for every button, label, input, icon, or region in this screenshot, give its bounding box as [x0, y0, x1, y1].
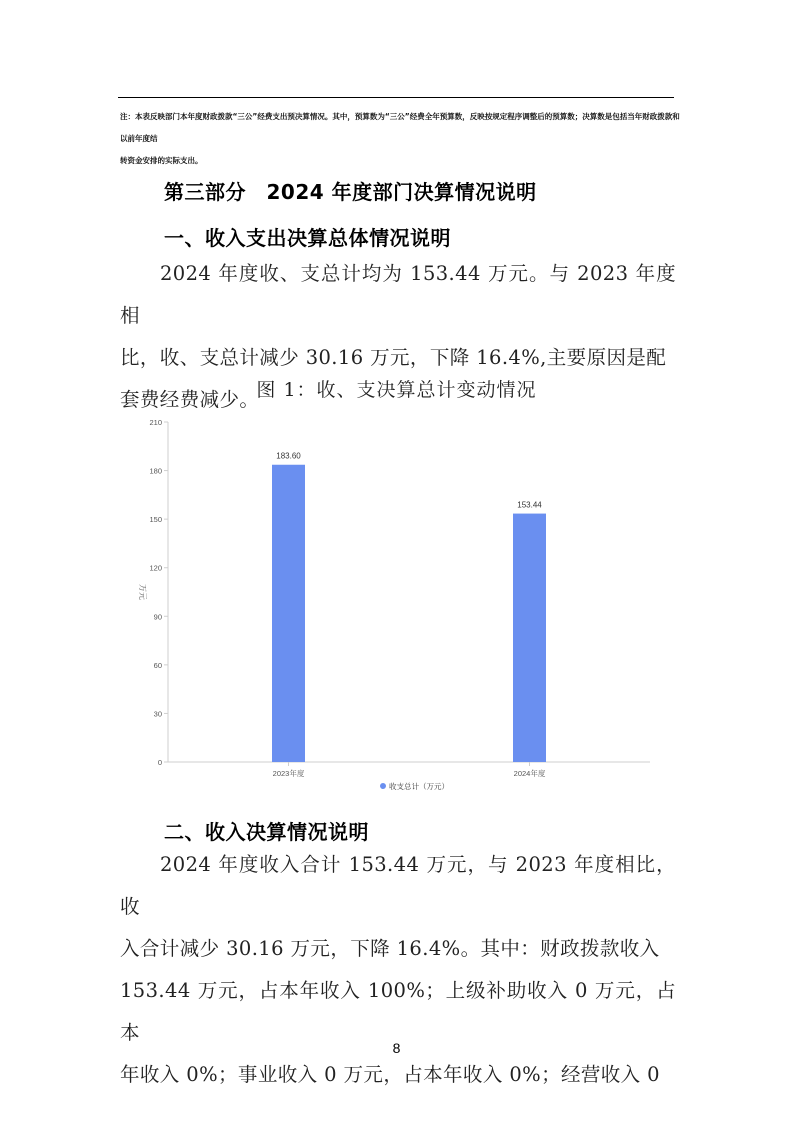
y-tick-label: 30 — [153, 709, 162, 719]
section-2-paragraph — [120, 844, 676, 1096]
bar — [513, 514, 546, 762]
y-tick-label: 150 — [149, 515, 162, 525]
bar — [272, 465, 305, 762]
section-2-title: 二、收入决算情况说明 — [164, 820, 369, 844]
figure-caption: 图 1：收、支决算总计变动情况 — [256, 379, 537, 401]
section-2-line-1: 2024 年度收入合计 153.44 万元，与 2023 年度相比，收 — [120, 853, 676, 918]
section-1-title: 一、收入支出决算总体情况说明 — [164, 226, 451, 250]
x-tick-label: 2023年度 — [272, 769, 305, 778]
bar-chart — [120, 410, 676, 802]
note-line-2: 转资金安排的实际支出。 — [120, 156, 203, 165]
y-tick-label: 210 — [149, 418, 162, 427]
section-1-line-3: 套费经费减少。 — [120, 388, 260, 411]
section-2-line-4: 年收入 0%；事业收入 0 万元，占本年收入 0%；经营收入 0 — [120, 1063, 660, 1086]
page-number: 8 — [392, 1040, 401, 1056]
legend-swatch — [380, 783, 386, 789]
part-title: 第三部分 2024 年度部门决算情况说明 — [164, 180, 537, 204]
bar-value-label: 183.60 — [276, 451, 301, 461]
section-1-line-2: 比，收、支总计减少 30.16 万元，下降 16.4%,主要原因是配 — [120, 346, 667, 369]
y-tick-label: 180 — [149, 466, 162, 476]
y-tick-label: 0 — [157, 758, 162, 767]
x-tick-label: 2024年度 — [513, 769, 546, 778]
y-axis-label: 万元 — [138, 584, 147, 600]
note-line-1: 注：本表反映部门本年度财政拨款“三公”经费支出预决算情况。其中，预算数为“三公”经费全年预算数，反映按规定程序调整后的预算数；决算数是包括当年财政拨款和以前年度结 — [120, 112, 680, 143]
y-tick-label: 90 — [153, 612, 162, 622]
y-tick-label: 120 — [149, 563, 162, 573]
bar-value-label: 153.44 — [517, 500, 542, 510]
legend-label: 收支总计（万元） — [389, 782, 449, 791]
y-tick-label: 60 — [153, 660, 162, 670]
section-2-line-3: 153.44 万元，占本年收入 100%；上级补助收入 0 万元，占本 — [120, 979, 676, 1044]
top-rule — [118, 97, 674, 98]
section-1-line-1: 2024 年度收、支总计均为 153.44 万元。与 2023 年度相 — [120, 262, 676, 327]
table-note — [120, 106, 680, 172]
section-2-line-2: 入合计减少 30.16 万元，下降 16.4%。其中：财政拨款收入 — [120, 937, 660, 960]
